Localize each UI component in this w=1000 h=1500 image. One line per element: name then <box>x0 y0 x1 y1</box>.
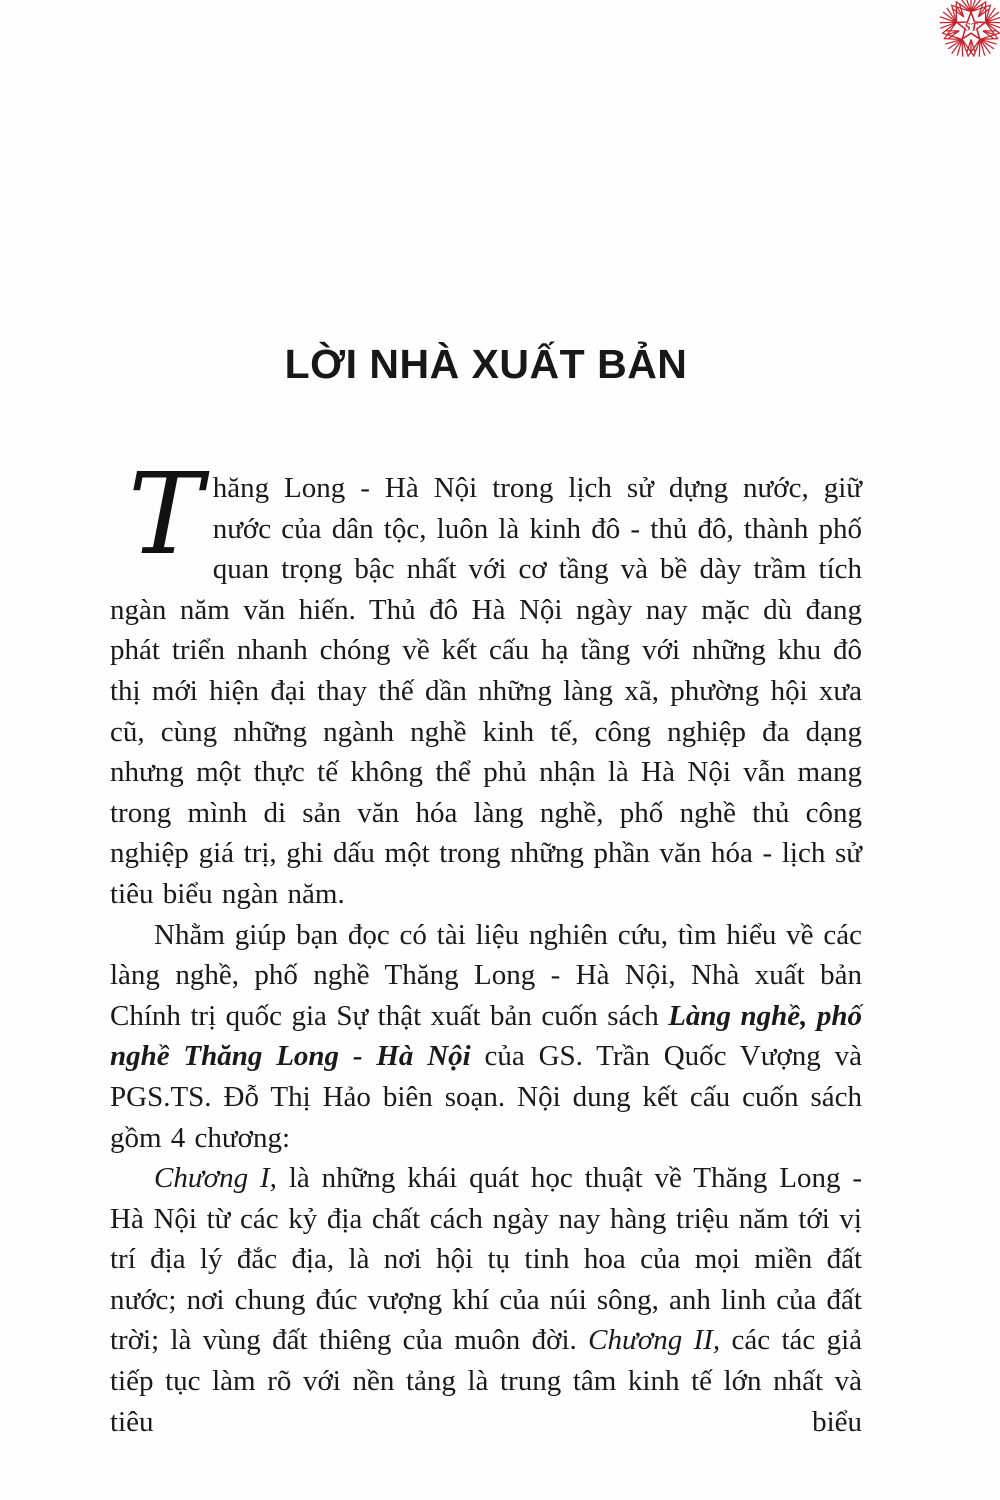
publisher-logo-icon <box>937 0 1000 61</box>
text-run: hăng Long - Hà Nội trong lịch sử dựng nước, giữ nước của dân tộc, luôn là kinh đô - thủ đô, thành phố quan trọng bậc nhất với cơ tầng và bề dày trầm tích ngàn năm văn hiến. Thủ đô Hà Nội ngày nay mặc dù đang phát triển nhanh chóng về kết cấu hạ tầng với những khu đô thị mới hiện đại thay thế dần những làng xã, phường hội xưa cũ, cùng những ngành nghề kinh tế, công nghiệp đa dạng nhưng một thực tế không thể phủ nhận là Hà Nội vẫn mang trong mình di sản văn hóa làng nghề, phố nghề thủ công nghiệp giá trị, ghi dấu một trong những phần văn hóa - lịch sử tiêu biểu ngàn năm. <box>110 472 862 910</box>
text-run: các tác giả tiếp tục làm rõ với nền tảng là trung tâm kinh tế lớn nhất và tiêu biểu <box>110 1324 863 1438</box>
text-column <box>110 0 862 1442</box>
page-body <box>110 450 863 1442</box>
logo-monogram: ST <box>964 21 978 34</box>
dropcap-letter: T <box>128 450 203 580</box>
text-run: Nhằm giúp bạn đọc có tài liệu nghiên cứu, tìm hiểu về các làng nghề, phố nghề Thăng Long - Hà Nội, Nhà xuất bản Chính trị quốc gia Sự thật xuất bản cuốn sách <box>110 918 862 1032</box>
text-run: Chương II, <box>588 1324 721 1357</box>
text-run: là những khái quát học thuật về Thăng Long - Hà Nội từ các kỷ địa chất cách ngày nay hàng triệu năm tới vị trí địa lý đắc địa, là nơi hội tụ tinh hoa của mọi miền đất nước; nơi chung đúc vượng khí của núi sông, anh linh của đất trời; là vùng đất thiêng của muôn đời. <box>110 1162 862 1357</box>
text-run: của GS. Trần Quốc Vượng và PGS.TS. Đỗ Thị Hảo biên soạn. Nội dung kết cấu cuốn sách gồm 4 chương: <box>110 1040 862 1154</box>
paragraph <box>110 915 862 1159</box>
text-run: Chương I, <box>154 1162 277 1195</box>
paragraph <box>110 1158 862 1442</box>
paragraph <box>110 450 862 915</box>
page-title: LỜI NHÀ XUẤT BẢN <box>284 341 688 387</box>
text-run: Làng nghề, phố nghề Thăng Long - Hà Nội <box>110 999 862 1073</box>
